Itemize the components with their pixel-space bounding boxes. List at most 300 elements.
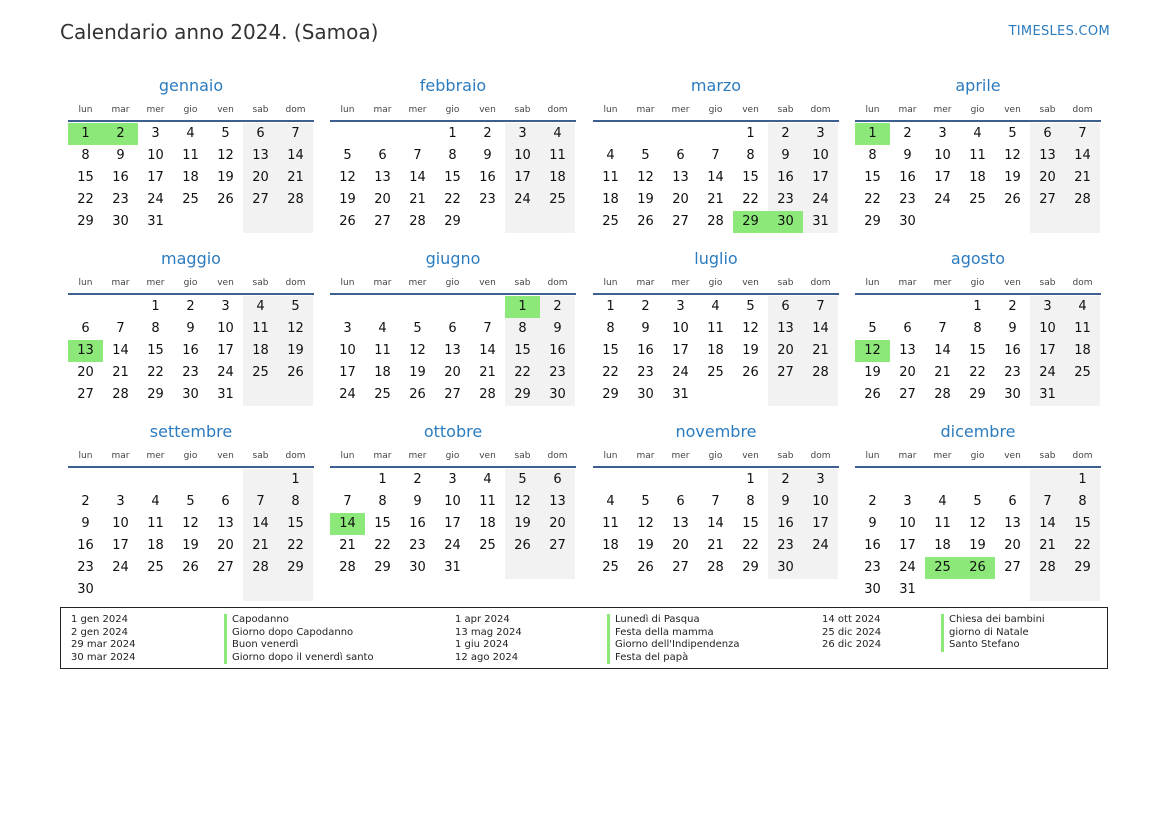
day-cell: 16 (1004, 343, 1021, 358)
day-cell: 16 (899, 170, 916, 185)
weekday-label: gio (970, 278, 985, 288)
day-cell: 14 (934, 343, 951, 358)
empty-cell (278, 579, 313, 601)
weekday-label: gio (445, 105, 460, 115)
weekday-label: ven (217, 278, 234, 288)
day-cell: 21 (1030, 535, 1065, 557)
day-cell: 6 (243, 123, 278, 145)
header-rule (68, 293, 314, 295)
holiday-cell: 25 (925, 557, 960, 579)
weekday-label: gio (970, 105, 985, 115)
legend-holiday-name: Giorno dell'Indipendenza (607, 639, 740, 652)
day-cell: 21 (1065, 167, 1100, 189)
week-row (330, 557, 576, 579)
empty-cell (1065, 384, 1100, 406)
day-cell: 9 (1008, 321, 1017, 336)
day-cell: 24 (217, 365, 234, 380)
day-cell: 11 (374, 343, 391, 358)
day-cell: 27 (77, 387, 94, 402)
month-name: agosto (950, 249, 1006, 268)
day-cell: 10 (672, 321, 689, 336)
day-cell: 23 (637, 365, 654, 380)
day-cell: 13 (444, 343, 461, 358)
weekday-header (330, 100, 576, 120)
day-cell: 17 (444, 516, 461, 531)
legend-holiday-name: Festa del papà (607, 652, 740, 665)
empty-cell (243, 579, 278, 601)
day-cell: 12 (637, 170, 654, 185)
day-cell: 14 (112, 343, 129, 358)
day-cell: 5 (1008, 126, 1017, 141)
day-cell: 8 (278, 491, 313, 513)
empty-cell (505, 211, 540, 233)
day-cell: 26 (339, 214, 356, 229)
weekday-label: mar (636, 451, 655, 461)
holiday-cell: 1 (68, 123, 103, 145)
empty-cell (1065, 579, 1100, 601)
day-cell: 15 (374, 516, 391, 531)
week-row (68, 384, 314, 406)
day-cell: 23 (864, 560, 881, 575)
day-cell: 12 (1004, 148, 1021, 163)
day-cell: 8 (746, 494, 755, 509)
week-row (855, 384, 1101, 406)
legend-date: 14 ott 2024 (822, 614, 881, 625)
day-cell: 5 (746, 299, 755, 314)
week-row (593, 340, 839, 362)
day-cell: 29 (969, 387, 986, 402)
day-cell: 8 (378, 494, 387, 509)
empty-cell (925, 469, 960, 491)
weekday-label: gio (183, 451, 198, 461)
day-cell: 28 (243, 557, 278, 579)
weekday-label: lun (865, 278, 880, 288)
weekday-label: ven (1004, 278, 1021, 288)
week-row (68, 557, 314, 579)
weekday-header (68, 446, 314, 466)
weekday-label: sab (1039, 105, 1056, 115)
day-cell: 22 (742, 538, 759, 553)
empty-cell (243, 469, 278, 491)
day-cell: 4 (243, 296, 278, 318)
day-cell: 17 (505, 167, 540, 189)
day-cell: 11 (1065, 318, 1100, 340)
day-cell: 8 (448, 148, 457, 163)
day-cell: 7 (1030, 491, 1065, 513)
month-febbraio (330, 74, 576, 233)
day-cell: 26 (182, 560, 199, 575)
day-cell: 2 (413, 472, 422, 487)
empty-cell (628, 469, 663, 491)
day-cell: 3 (803, 469, 838, 491)
day-cell: 9 (81, 516, 90, 531)
day-cell: 20 (672, 192, 689, 207)
empty-cell (593, 469, 628, 491)
weekday-label: mer (408, 451, 427, 461)
day-cell: 9 (768, 145, 803, 167)
legend-holiday-name: Buon venerdì (224, 639, 374, 652)
day-cell: 10 (1030, 318, 1065, 340)
empty-cell (855, 469, 890, 491)
weekday-label: mar (636, 278, 655, 288)
day-cell: 29 (147, 387, 164, 402)
header-rule (330, 120, 576, 122)
day-cell: 20 (899, 365, 916, 380)
empty-cell (698, 384, 733, 406)
weekday-label: gio (708, 451, 723, 461)
day-cell: 7 (116, 321, 125, 336)
empty-cell (628, 123, 663, 145)
day-cell: 31 (1030, 384, 1065, 406)
empty-cell (698, 469, 733, 491)
weekday-label: ven (742, 278, 759, 288)
day-cell: 4 (186, 126, 195, 141)
day-cell: 2 (641, 299, 650, 314)
day-cell: 19 (864, 365, 881, 380)
weekday-label: mer (933, 278, 952, 288)
day-cell: 18 (707, 343, 724, 358)
empty-cell (593, 123, 628, 145)
week-row (68, 513, 314, 535)
weekday-label: mar (636, 105, 655, 115)
day-cell: 11 (707, 321, 724, 336)
day-cell: 15 (742, 170, 759, 185)
day-cell: 25 (707, 365, 724, 380)
day-cell: 22 (278, 535, 313, 557)
day-cell: 27 (1030, 189, 1065, 211)
empty-cell (1030, 469, 1065, 491)
week-row (855, 145, 1101, 167)
day-cell: 14 (409, 170, 426, 185)
empty-cell (208, 579, 243, 601)
day-cell: 22 (602, 365, 619, 380)
month-name: settembre (149, 422, 233, 441)
weekday-label: dom (547, 451, 568, 461)
weekday-label: ven (1004, 105, 1021, 115)
day-cell: 9 (483, 148, 492, 163)
empty-cell (365, 296, 400, 318)
holiday-legend (60, 607, 1108, 669)
holiday-cell: 2 (103, 123, 138, 145)
day-cell: 5 (343, 148, 352, 163)
empty-cell (208, 211, 243, 233)
legend-names (941, 614, 1045, 652)
weekday-label: lun (603, 451, 618, 461)
day-cell: 22 (969, 365, 986, 380)
day-cell: 2 (868, 494, 877, 509)
week-row (593, 513, 839, 535)
weekday-label: mer (933, 451, 952, 461)
holiday-cell: 29 (733, 211, 768, 233)
legend-date: 29 mar 2024 (71, 639, 136, 650)
empty-cell (470, 296, 505, 318)
day-cell: 9 (186, 321, 195, 336)
weekday-label: ven (742, 105, 759, 115)
weekday-label: lun (78, 451, 93, 461)
day-cell: 26 (505, 535, 540, 557)
empty-cell (173, 211, 208, 233)
day-cell: 4 (151, 494, 160, 509)
day-cell: 8 (868, 148, 877, 163)
day-cell: 3 (116, 494, 125, 509)
week-row (593, 557, 839, 579)
holiday-cell: 1 (855, 123, 890, 145)
weekday-label: lun (603, 105, 618, 115)
day-cell: 30 (637, 387, 654, 402)
day-cell: 3 (343, 321, 352, 336)
weekday-label: dom (285, 278, 306, 288)
day-cell: 6 (676, 148, 685, 163)
day-cell: 22 (864, 192, 881, 207)
month-dicembre (855, 420, 1101, 601)
day-cell: 28 (112, 387, 129, 402)
empty-cell (400, 123, 435, 145)
day-cell: 6 (768, 296, 803, 318)
day-cell: 23 (77, 560, 94, 575)
empty-cell (803, 557, 838, 579)
day-cell: 4 (711, 299, 720, 314)
holiday-cell: 13 (68, 340, 103, 362)
legend-date: 1 apr 2024 (455, 614, 510, 625)
day-cell: 19 (742, 343, 759, 358)
week-row (330, 123, 576, 145)
empty-cell (470, 557, 505, 579)
day-cell: 31 (217, 387, 234, 402)
empty-cell (1065, 211, 1100, 233)
weekday-label: sab (514, 278, 531, 288)
empty-cell (435, 296, 470, 318)
day-cell: 3 (803, 123, 838, 145)
day-cell: 16 (112, 170, 129, 185)
day-cell: 7 (1065, 123, 1100, 145)
day-cell: 12 (278, 318, 313, 340)
weekday-label: lun (340, 105, 355, 115)
day-cell: 14 (278, 145, 313, 167)
holiday-cell: 30 (768, 211, 803, 233)
weekday-label: sab (252, 278, 269, 288)
day-cell: 28 (1030, 557, 1065, 579)
weekday-label: sab (514, 451, 531, 461)
day-cell: 24 (147, 192, 164, 207)
day-cell: 15 (77, 170, 94, 185)
week-row (855, 579, 1101, 601)
day-cell: 28 (707, 214, 724, 229)
day-cell: 27 (672, 214, 689, 229)
header-rule (593, 466, 839, 468)
day-cell: 30 (1004, 387, 1021, 402)
day-cell: 27 (540, 535, 575, 557)
day-cell: 26 (409, 387, 426, 402)
day-cell: 24 (112, 560, 129, 575)
weekday-label: mer (408, 105, 427, 115)
day-cell: 23 (768, 189, 803, 211)
day-cell: 19 (339, 192, 356, 207)
month-name: giugno (425, 249, 481, 268)
day-cell: 4 (483, 472, 492, 487)
day-cell: 16 (864, 538, 881, 553)
legend-date: 2 gen 2024 (71, 626, 129, 638)
legend-date: 1 gen 2024 (71, 614, 129, 625)
weekday-header (68, 100, 314, 120)
day-cell: 25 (602, 560, 619, 575)
empty-cell (400, 296, 435, 318)
day-cell: 2 (903, 126, 912, 141)
week-row (330, 211, 576, 233)
day-cell: 4 (973, 126, 982, 141)
day-cell: 7 (938, 321, 947, 336)
weekday-label: gio (183, 105, 198, 115)
day-cell: 16 (479, 170, 496, 185)
week-row (855, 513, 1101, 535)
empty-cell (330, 469, 365, 491)
day-cell: 29 (77, 214, 94, 229)
day-cell: 20 (768, 340, 803, 362)
day-cell: 31 (899, 582, 916, 597)
day-cell: 1 (278, 469, 313, 491)
day-cell: 29 (444, 214, 461, 229)
day-cell: 25 (1065, 362, 1100, 384)
day-cell: 13 (899, 343, 916, 358)
day-cell: 22 (505, 362, 540, 384)
month-name: maggio (161, 249, 221, 268)
empty-cell (68, 296, 103, 318)
header-rule (68, 466, 314, 468)
week-row (330, 340, 576, 362)
weekday-label: mar (373, 451, 392, 461)
month-maggio (68, 247, 314, 406)
day-cell: 26 (864, 387, 881, 402)
weekday-label: gio (708, 278, 723, 288)
empty-cell (698, 123, 733, 145)
legend-dates (822, 614, 881, 652)
weekday-label: mer (933, 105, 952, 115)
empty-cell (330, 296, 365, 318)
day-cell: 5 (868, 321, 877, 336)
day-cell: 13 (768, 318, 803, 340)
week-row (593, 211, 839, 233)
day-cell: 11 (540, 145, 575, 167)
day-cell: 8 (81, 148, 90, 163)
day-cell: 5 (186, 494, 195, 509)
day-cell: 2 (483, 126, 492, 141)
day-cell: 26 (637, 214, 654, 229)
day-cell: 8 (1065, 491, 1100, 513)
weekday-label: mar (898, 105, 917, 115)
week-row (330, 384, 576, 406)
site-link[interactable]: TIMESLES.COM (1008, 24, 1110, 39)
weekday-label: gio (183, 278, 198, 288)
month-novembre (593, 420, 839, 579)
legend-date: 12 ago 2024 (455, 651, 519, 663)
month-aprile (855, 74, 1101, 233)
legend-holiday-name: Giorno dopo il venerdì santo (224, 652, 374, 665)
month-gennaio (68, 74, 314, 233)
day-cell: 3 (505, 123, 540, 145)
week-row (593, 384, 839, 406)
day-cell: 19 (969, 538, 986, 553)
weekday-label: mer (671, 451, 690, 461)
day-cell: 30 (864, 582, 881, 597)
weekday-label: gio (445, 278, 460, 288)
day-cell: 12 (505, 491, 540, 513)
day-cell: 14 (803, 318, 838, 340)
day-cell: 7 (711, 148, 720, 163)
day-cell: 11 (479, 494, 496, 509)
day-cell: 15 (147, 343, 164, 358)
day-cell: 4 (378, 321, 387, 336)
day-cell: 15 (505, 340, 540, 362)
day-cell: 16 (540, 340, 575, 362)
day-cell: 4 (540, 123, 575, 145)
day-cell: 26 (217, 192, 234, 207)
day-cell: 13 (540, 491, 575, 513)
day-cell: 6 (378, 148, 387, 163)
day-cell: 21 (112, 365, 129, 380)
day-cell: 11 (602, 170, 619, 185)
weekday-label: mer (408, 278, 427, 288)
day-cell: 20 (1030, 167, 1065, 189)
month-name: dicembre (940, 422, 1016, 441)
empty-cell (540, 211, 575, 233)
day-cell: 27 (899, 387, 916, 402)
day-cell: 7 (278, 123, 313, 145)
day-cell: 25 (479, 538, 496, 553)
day-cell: 6 (448, 321, 457, 336)
day-cell: 16 (768, 167, 803, 189)
empty-cell (890, 296, 925, 318)
day-cell: 24 (934, 192, 951, 207)
weekday-label: dom (1072, 105, 1093, 115)
weekday-label: mar (111, 278, 130, 288)
week-row (593, 123, 839, 145)
day-cell: 5 (278, 296, 313, 318)
day-cell: 13 (243, 145, 278, 167)
week-row (855, 318, 1101, 340)
day-cell: 3 (903, 494, 912, 509)
week-row (593, 189, 839, 211)
weekday-header (593, 446, 839, 466)
day-cell: 8 (973, 321, 982, 336)
day-cell: 9 (413, 494, 422, 509)
day-cell: 1 (746, 126, 755, 141)
week-row (68, 123, 314, 145)
day-cell: 2 (186, 299, 195, 314)
holiday-cell: 12 (855, 340, 890, 362)
day-cell: 30 (768, 557, 803, 579)
week-row (68, 296, 314, 318)
weekday-label: sab (777, 451, 794, 461)
legend-date: 26 dic 2024 (822, 639, 882, 650)
day-cell: 10 (803, 145, 838, 167)
day-cell: 3 (938, 126, 947, 141)
day-cell: 14 (479, 343, 496, 358)
day-cell: 28 (479, 387, 496, 402)
weekday-label: lun (865, 451, 880, 461)
legend-holiday-name: giorno di Natale (941, 627, 1045, 640)
day-cell: 25 (243, 362, 278, 384)
day-cell: 14 (707, 170, 724, 185)
day-cell: 26 (742, 365, 759, 380)
day-cell: 9 (116, 148, 125, 163)
day-cell: 17 (1030, 340, 1065, 362)
holiday-cell: 26 (960, 557, 995, 579)
header-rule (855, 120, 1101, 122)
day-cell: 1 (746, 472, 755, 487)
week-row (593, 167, 839, 189)
day-cell: 26 (278, 362, 313, 384)
weekday-label: mer (671, 278, 690, 288)
day-cell: 18 (969, 170, 986, 185)
